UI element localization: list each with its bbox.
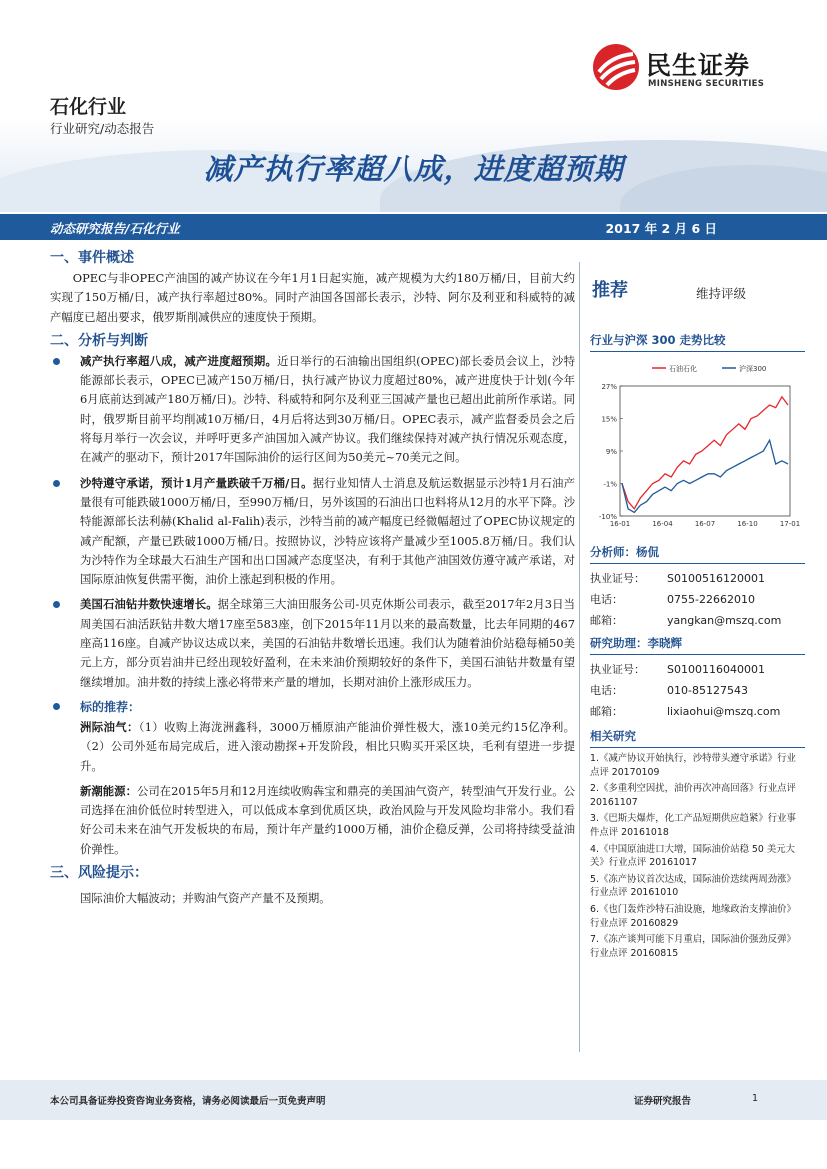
assistant-cert-row: 执业证号： S0100116040001 — [590, 663, 765, 676]
chart-x-tick-label: 16-01 — [609, 520, 631, 528]
chart-y-tick-label: 9% — [605, 448, 617, 456]
sidebar — [590, 262, 805, 963]
recommendation-heading: 标的推荐： — [50, 696, 575, 718]
disclaimer-note: 本公司具备证券投资咨询业务资格，请务必阅读最后一页免责声明 — [50, 1096, 326, 1107]
event-summary-paragraph: OPEC与非OPEC产油国的减产协议在今年1月1日起实施，减产规模为大约180万桶/日，目前大约实现了150万桶/日，减产执行率超过80%。同时产油国各国部长表示，沙特、阿尔及利亚和科威特的减产幅度已超出要求，俄罗斯削减供应的速度快于预期。 — [50, 271, 575, 324]
chart-y-tick-label: -1% — [603, 480, 617, 489]
page-footer — [0, 1080, 827, 1120]
bullet-icon — [53, 601, 60, 608]
chart-series-line — [622, 440, 788, 512]
report-date: 2017 年 2 月 6 日 — [605, 221, 717, 236]
chart-x-tick-label: 16-07 — [694, 520, 716, 528]
report-category: 动态研究报告/石化行业 — [50, 221, 180, 236]
assistant-heading: 研究助理：李晓辉 — [590, 635, 805, 655]
chart-legend-label: 沪深300 — [739, 365, 767, 373]
analyst-mail-row: 邮箱： yangkan@mszq.com — [590, 610, 805, 631]
rating-box — [590, 262, 805, 332]
logo-name-en: MINSHENG SECURITIES — [648, 79, 765, 89]
related-research-list — [590, 752, 805, 960]
chart-x-tick-label: 17-01 — [779, 520, 801, 528]
analysis-bullet — [50, 474, 575, 590]
analyst-cert-row: 执业证号： S0100516120001 — [590, 572, 765, 585]
chart-legend-label: 石油石化 — [669, 365, 697, 373]
report-type: 行业研究/动态报告 — [50, 121, 155, 136]
report-category-bar — [0, 214, 827, 240]
analyst-tel-row: 电话： 0755-22662010 — [590, 593, 755, 606]
related-research-item[interactable]: 6.《也门轰炸沙特石油设施，地缘政治支撑油价》行业点评 20160829 — [590, 903, 796, 929]
chart-y-tick-label: 27% — [601, 383, 617, 391]
related-research-item[interactable]: 4.《中国原油进口大增，国际油价站稳 50 美元大关》行业点评 20161017 — [590, 843, 795, 869]
chart-y-tick-label: -10% — [598, 513, 617, 521]
bullet-text: 据全球第三大油田服务公司-贝克休斯公司表示，截至2017年2月3日当周美国石油活跃钻井数大增17座至583座，创下2015年11月以来的最高数量，比去年同期的467座高116座。自减产协议达成以来，美国的石油钻井数增长迅速。我们认为随着油价站稳每桶50美元上方，部分页岩油井已经出现较好盈利，在未来油价预期较好的条件下，美国石油钻井数量有望继续增加。油井数的持续上涨必将带来产量的增加，长期对油价上涨形成压力。 — [80, 597, 575, 689]
section-heading: 三、风险提示： — [50, 865, 148, 882]
bullet-icon — [53, 703, 60, 710]
assistant-tel-row: 电话： 010-85127543 — [590, 684, 748, 697]
report-header — [0, 0, 827, 212]
industry-label: 石化行业 — [50, 96, 127, 118]
main-content — [50, 248, 575, 908]
bullet-heading: 美国石油钻井数快速增长。 — [80, 597, 218, 612]
bullet-text: 据行业知情人士消息及航运数据显示沙特1月石油产量很有可能跌破1000万桶/日，至990万桶/日，另外该国的石油出口也料将从12月的水平下降。沙特能源部长法利赫(Khalid al-Falih)表示，沙特当前的减产幅度已经微幅超过了OPEC协议规定的减产配额，产量已跌破1000万桶/日。按照协议，沙特应该将产量减少至1005.8万桶/日。我们认为沙特作为全球最大石油生产国和出口国减产态度坚决，有利于其他产油国效仿遵守减产承诺，对国际原油恢复供需平衡，油价上涨起到积极的作用。 — [80, 475, 575, 587]
related-research-item[interactable]: 2.《多重利空因扰，油价再次冲高回落》行业点评 20161107 — [590, 783, 796, 808]
chart-x-tick-label: 16-04 — [652, 520, 673, 528]
analyst-email[interactable]: yangkan@mszq.com — [667, 614, 782, 627]
chart-y-tick-label: 15% — [601, 415, 617, 424]
analysis-bullet — [50, 595, 575, 691]
risk-text: 国际油价大幅波动；并购油气资产产量不及预期。 — [80, 891, 331, 906]
assistant-mail-row: 邮箱： lixiaohui@mszq.com — [590, 701, 805, 722]
analysis-bullet — [50, 352, 575, 468]
chart-frame — [620, 386, 790, 516]
rating: 推荐 — [592, 280, 628, 301]
column-divider — [579, 262, 580, 1052]
rating-note: 维持评级 — [696, 286, 747, 301]
bullet-heading: 减产执行率超八成，减产进度超预期。 — [80, 353, 278, 368]
bullet-text: 近日举行的石油输出国组织(OPEC)部长委员会议上，沙特能源部长表示，OPEC已减产150万桶/日，执行减产协议力度超过80%，减产进度快于计划(今年6月底前达到减产180万桶/日)。沙特、科威特和阿尔及利亚三国减产量也已超出此前所作承诺。同时，俄罗斯目前平均削减10万桶/日，4月后将达到30万桶/日。OPEC表示，减产监督委员会之后将每月举行一次会议，并呼吁更多产油国加入减产协议。我们继续保持对减产执行情况乐观态度，在减产的驱动下，预计2017年国际油价的运行区间为50美元~70美元之间。 — [80, 353, 575, 465]
stock-recommendation: 新潮能源：公司在2015年5月和12月连续收购犇宝和鼎亮的美国油气资产，转型油气开发行业。公司选择在油价低位时转型进入，可以低成本拿到优质区块，政治风险与开发风险均非常小。我们看好公司未来在油气开发板块的布局，预计年产量约1000万桶，油价企稳反弹，公司将持续受益油价弹性。 — [80, 783, 575, 856]
report-title: 减产执行率超八成，进度超预期 — [203, 152, 624, 186]
bullet-icon — [53, 358, 60, 365]
related-research-item[interactable]: 3.《巴斯夫爆炸，化工产品短期供应趋紧》行业事件点评 20161018 — [590, 813, 796, 838]
related-research-heading: 相关研究 — [590, 728, 805, 748]
chart-title: 行业与沪深 300 走势比较 — [590, 332, 805, 352]
stock-recommendation: 洲际油气：（1）收购上海泷洲鑫科，3000万桶原油产能油价弹性极大，涨10美元约15亿净利。（2）公司外延布局完成后，进入滚动勘探+开发阶段，相比只购买开采区块，毛利有望进一步提升。 — [80, 719, 575, 773]
section-heading: 一、事件概述 — [50, 250, 134, 266]
stock-name: 洲际油气： — [80, 719, 139, 734]
logo-name-cn: 民生证券 — [646, 51, 751, 80]
page-number: 1 — [752, 1093, 759, 1104]
related-research-item[interactable]: 1.《减产协议开始执行，沙特带头遵守承诺》行业点评 20170109 — [590, 753, 796, 778]
section-heading: 二、分析与判断 — [50, 332, 148, 349]
chart-x-tick-label: 16-10 — [737, 520, 758, 528]
company-logo — [591, 42, 791, 94]
chart-svg — [590, 356, 805, 536]
performance-chart — [590, 356, 805, 536]
chart-series-line — [622, 397, 788, 509]
assistant-email[interactable]: lixiaohui@mszq.com — [667, 705, 781, 718]
related-research-item[interactable]: 7.《冻产谈判可能下月重启，国际油价强劲反弹》行业点评 20160815 — [590, 934, 796, 959]
bullet-heading: 沙特遵守承诺，预计1月产量跌破千万桶/日。 — [80, 475, 313, 490]
minsheng-logo-icon — [591, 42, 641, 92]
analyst-heading: 分析师：杨侃 — [590, 544, 805, 564]
related-research-item[interactable]: 5.《冻产协议首次达成，国际油价迭续两周劲涨》行业点评 20161010 — [590, 873, 796, 899]
stock-name: 新潮能源： — [80, 783, 137, 798]
footer-label: 证券研究报告 — [634, 1096, 692, 1107]
bullet-icon — [53, 480, 60, 487]
